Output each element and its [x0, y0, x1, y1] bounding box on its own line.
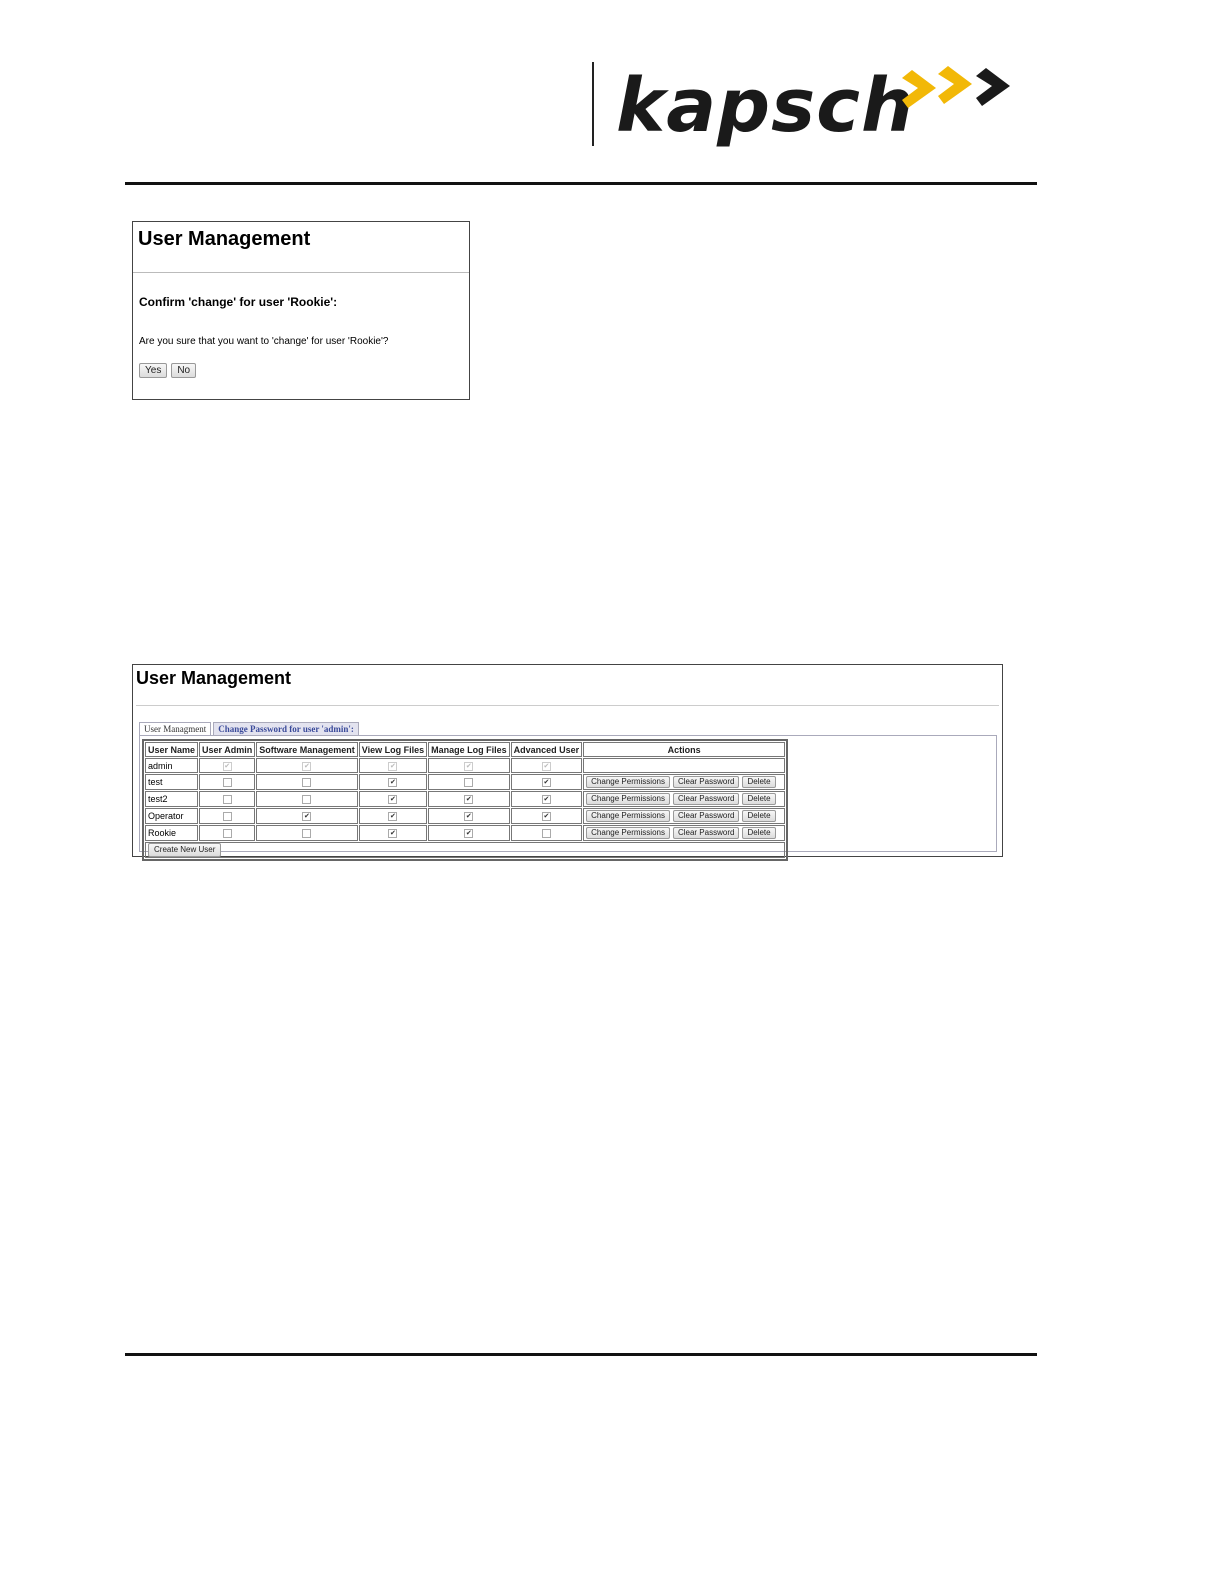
permission-cell — [256, 758, 358, 773]
users-table — [142, 739, 788, 861]
permission-checkbox[interactable] — [223, 795, 232, 804]
permission-checkbox[interactable]: ✔ — [389, 796, 396, 804]
clear-password-button[interactable]: Clear Password — [673, 827, 739, 839]
clear-password-button[interactable]: Clear Password — [673, 776, 739, 788]
permission-checkbox: ✔ — [465, 762, 472, 770]
permission-checkbox: ✔ — [389, 762, 396, 770]
user-name-cell: test2 — [145, 791, 198, 807]
actions-cell — [583, 774, 785, 790]
table-row — [145, 808, 785, 824]
permission-cell — [428, 774, 510, 790]
permission-checkbox: ✔ — [304, 762, 310, 770]
actions-cell — [583, 758, 785, 773]
delete-button[interactable]: Delete — [742, 810, 775, 822]
actions-cell — [583, 791, 785, 807]
permission-cell — [199, 808, 255, 824]
permission-cell — [511, 758, 583, 773]
permission-cell — [428, 825, 510, 841]
tab-change-password[interactable]: Change Password for user 'admin': — [213, 722, 359, 736]
column-header: Software Management — [256, 742, 358, 757]
column-header: View Log Files — [359, 742, 427, 757]
yes-button[interactable]: Yes — [139, 363, 167, 378]
permission-cell — [511, 774, 583, 790]
user-name-cell: admin — [145, 758, 198, 773]
permission-checkbox[interactable] — [302, 829, 311, 838]
permission-cell — [359, 791, 427, 807]
permission-cell — [428, 791, 510, 807]
table-row — [145, 791, 785, 807]
permission-checkbox[interactable]: ✔ — [389, 830, 396, 838]
logo-wordmark: kapsch — [616, 63, 915, 149]
permission-checkbox[interactable] — [223, 778, 232, 787]
change-permissions-button[interactable]: Change Permissions — [586, 793, 670, 805]
permission-checkbox[interactable] — [223, 829, 232, 838]
user-name-cell: Operator — [145, 808, 198, 824]
tab-content — [139, 735, 997, 852]
user-management-panel — [132, 664, 1003, 857]
column-header: Manage Log Files — [428, 742, 510, 757]
table-row — [145, 774, 785, 790]
tab-bar — [139, 722, 359, 736]
permission-checkbox[interactable] — [542, 829, 551, 838]
table-header-row — [145, 742, 785, 757]
permission-cell — [199, 825, 255, 841]
table-row — [145, 758, 785, 773]
logo-divider — [592, 62, 594, 146]
chevrons-icon — [902, 64, 1024, 114]
permission-cell — [511, 825, 583, 841]
user-name-cell: Rookie — [145, 825, 198, 841]
permission-cell — [199, 758, 255, 773]
actions-cell — [583, 808, 785, 824]
permission-cell — [256, 791, 358, 807]
no-button[interactable]: No — [171, 363, 196, 378]
confirm-heading: Confirm 'change' for user 'Rookie': — [139, 295, 338, 309]
permission-checkbox: ✔ — [543, 762, 550, 770]
column-header: User Admin — [199, 742, 255, 757]
create-new-user-button[interactable]: Create New User — [148, 843, 221, 857]
permission-checkbox[interactable] — [302, 795, 311, 804]
column-header: User Name — [145, 742, 198, 757]
divider — [136, 705, 999, 706]
permission-checkbox[interactable] — [464, 778, 473, 787]
table-row — [145, 825, 785, 841]
delete-button[interactable]: Delete — [742, 827, 775, 839]
confirm-question: Are you sure that you want to 'change' for user 'Rookie'? — [139, 336, 389, 347]
permission-cell — [256, 808, 358, 824]
clear-password-button[interactable]: Clear Password — [673, 810, 739, 822]
permission-checkbox[interactable]: ✔ — [465, 813, 472, 821]
permission-cell — [199, 791, 255, 807]
permission-checkbox: ✔ — [224, 762, 231, 770]
confirm-buttons — [139, 363, 196, 378]
create-user-row — [145, 842, 785, 858]
permission-cell — [256, 774, 358, 790]
user-management-title: User Management — [136, 668, 292, 688]
permission-checkbox[interactable]: ✔ — [543, 796, 550, 804]
change-permissions-button[interactable]: Change Permissions — [586, 827, 670, 839]
permission-cell — [428, 758, 510, 773]
footer-rule — [125, 1353, 1037, 1356]
permission-cell — [359, 808, 427, 824]
delete-button[interactable]: Delete — [742, 793, 775, 805]
permission-checkbox[interactable]: ✔ — [465, 830, 472, 838]
permission-checkbox[interactable]: ✔ — [389, 779, 396, 787]
permission-checkbox[interactable]: ✔ — [543, 779, 550, 787]
user-name-cell: test — [145, 774, 198, 790]
permission-cell — [359, 825, 427, 841]
create-user-cell — [145, 842, 785, 858]
header-rule — [125, 182, 1037, 185]
column-header: Actions — [583, 742, 785, 757]
permission-cell — [511, 791, 583, 807]
confirm-dialog-title: User Management — [138, 228, 311, 250]
permission-checkbox[interactable]: ✔ — [465, 796, 472, 804]
permission-cell — [256, 825, 358, 841]
tab-user-management[interactable]: User Managment — [139, 722, 211, 736]
clear-password-button[interactable]: Clear Password — [673, 793, 739, 805]
delete-button[interactable]: Delete — [742, 776, 775, 788]
permission-cell — [359, 774, 427, 790]
permission-checkbox[interactable] — [223, 812, 232, 821]
permission-checkbox[interactable]: ✔ — [389, 813, 396, 821]
change-permissions-button[interactable]: Change Permissions — [586, 776, 670, 788]
permission-cell — [428, 808, 510, 824]
change-permissions-button[interactable]: Change Permissions — [586, 810, 670, 822]
permission-cell — [359, 758, 427, 773]
permission-cell — [511, 808, 583, 824]
permission-checkbox[interactable] — [302, 778, 311, 787]
divider — [133, 272, 469, 273]
actions-cell — [583, 825, 785, 841]
kapsch-logo — [616, 58, 1026, 154]
permission-cell — [199, 774, 255, 790]
column-header: Advanced User — [511, 742, 583, 757]
permission-checkbox[interactable]: ✔ — [304, 813, 310, 821]
permission-checkbox[interactable]: ✔ — [543, 813, 550, 821]
confirm-dialog — [132, 221, 470, 400]
